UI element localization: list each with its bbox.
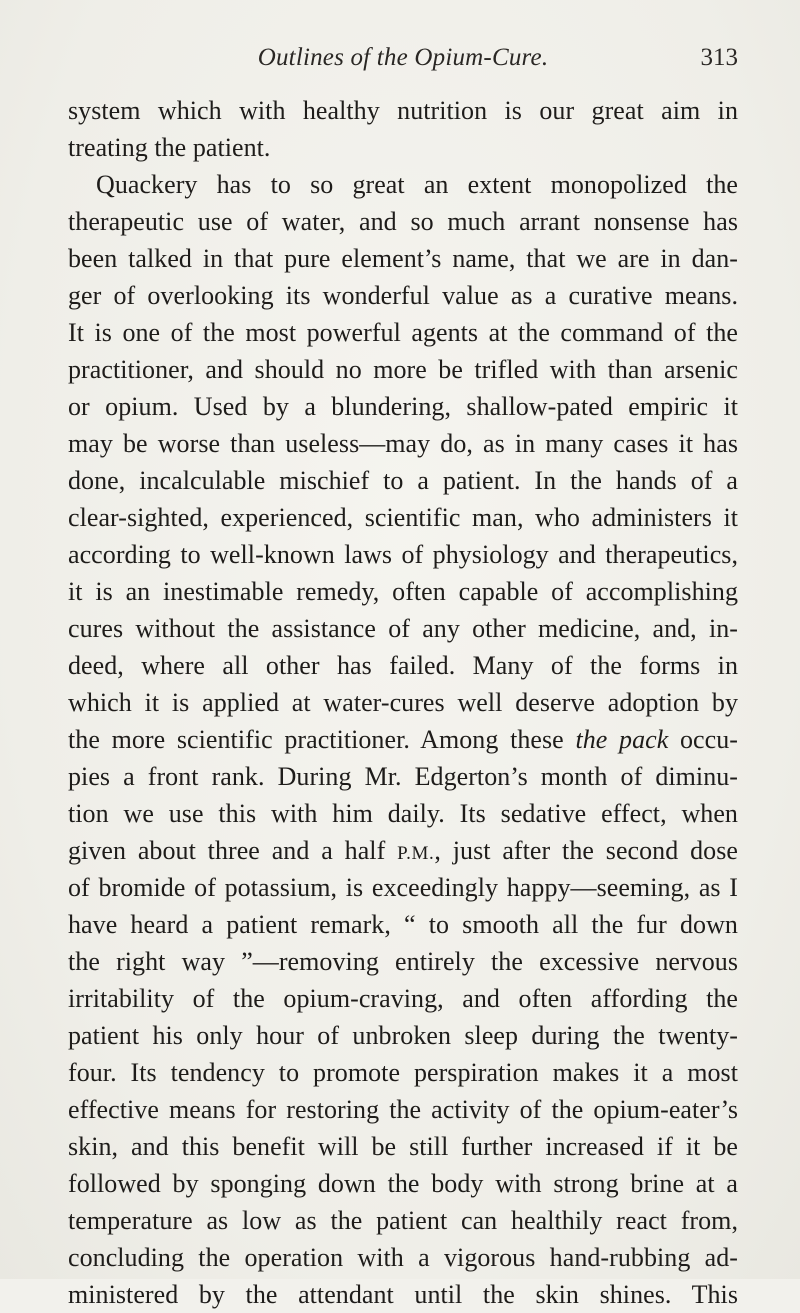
text-line: ministered by the attendant until the skin shines. This xyxy=(68,1280,738,1309)
text-line: treating the patient. xyxy=(68,133,271,162)
text-line: followed by sponging down the body with strong brine at a xyxy=(68,1169,738,1198)
text-line: clear-sighted, experienced, scientific man, who administers it xyxy=(68,503,738,532)
text-line: tion we use this with him daily. Its sedative effect, when xyxy=(68,799,738,828)
text-line-with-emphasis xyxy=(68,721,738,758)
text-line: deed, where all other has failed. Many of the forms in xyxy=(68,651,738,680)
text-line: patient his only hour of unbroken sleep during the twenty- xyxy=(68,1021,738,1050)
text-line: therapeutic use of water, and so much arrant nonsense has xyxy=(68,207,738,236)
small-caps-pm: P.M. xyxy=(397,843,435,864)
text-line: been talked in that pure element’s name, that we are in dan- xyxy=(68,244,738,273)
text-line: concluding the operation with a vigorous hand-rubbing ad- xyxy=(68,1243,738,1272)
text-line: according to well-known laws of physiology and therapeutics, xyxy=(68,540,738,569)
text-line: pies a front rank. During Mr. Edgerton’s month of diminu- xyxy=(68,762,738,791)
text-line: done, incalculable mischief to a patient. In the hands of a xyxy=(68,466,738,495)
text-line: have heard a patient remark, “ to smooth all the fur down xyxy=(68,910,738,939)
text-segment: given about three and a half xyxy=(68,836,386,865)
text-line: may be worse than useless—may do, as in many cases it has xyxy=(68,429,738,458)
text-line: irritability of the opium-craving, and often affording the xyxy=(68,984,738,1013)
page-number: 313 xyxy=(700,44,738,71)
text-line: ger of overlooking its wonderful value as a curative means. xyxy=(68,281,738,310)
body-text xyxy=(68,92,738,1313)
text-line: Quackery has to so great an extent monopolized the xyxy=(96,170,738,199)
text-segment: occu- xyxy=(680,725,738,754)
emphasis-the-pack: the pack xyxy=(575,725,669,754)
running-head xyxy=(68,42,738,82)
text-segment: the more scientific practitioner. Among these xyxy=(68,725,564,754)
text-segment: , just after the second dose xyxy=(434,836,738,865)
running-title: Outlines of the Opium-Cure. xyxy=(257,44,549,71)
text-line: effective means for restoring the activity of the opium-eater’s xyxy=(68,1095,738,1124)
text-line: four. Its tendency to promote perspiration makes it a most xyxy=(68,1058,738,1087)
text-line: It is one of the most powerful agents at the command of the xyxy=(68,318,738,347)
text-line-with-small-caps xyxy=(68,832,738,869)
text-line: the right way ”—removing entirely the excessive nervous xyxy=(68,947,738,976)
text-line: practitioner, and should no more be trifled with than arsenic xyxy=(68,355,738,384)
text-line: system which with healthy nutrition is our great aim in xyxy=(68,96,738,125)
text-line: which it is applied at water-cures well deserve adoption by xyxy=(68,688,738,717)
text-line: or opium. Used by a blundering, shallow-pated empiric it xyxy=(68,392,738,421)
text-line: it is an inestimable remedy, often capable of accomplishing xyxy=(68,577,738,606)
text-line: temperature as low as the patient can healthily react from, xyxy=(68,1206,738,1235)
text-line: skin, and this benefit will be still further increased if it be xyxy=(68,1132,738,1161)
text-line: cures without the assistance of any other medicine, and, in- xyxy=(68,614,738,643)
text-line: of bromide of potassium, is exceedingly happy—seeming, as I xyxy=(68,873,738,902)
